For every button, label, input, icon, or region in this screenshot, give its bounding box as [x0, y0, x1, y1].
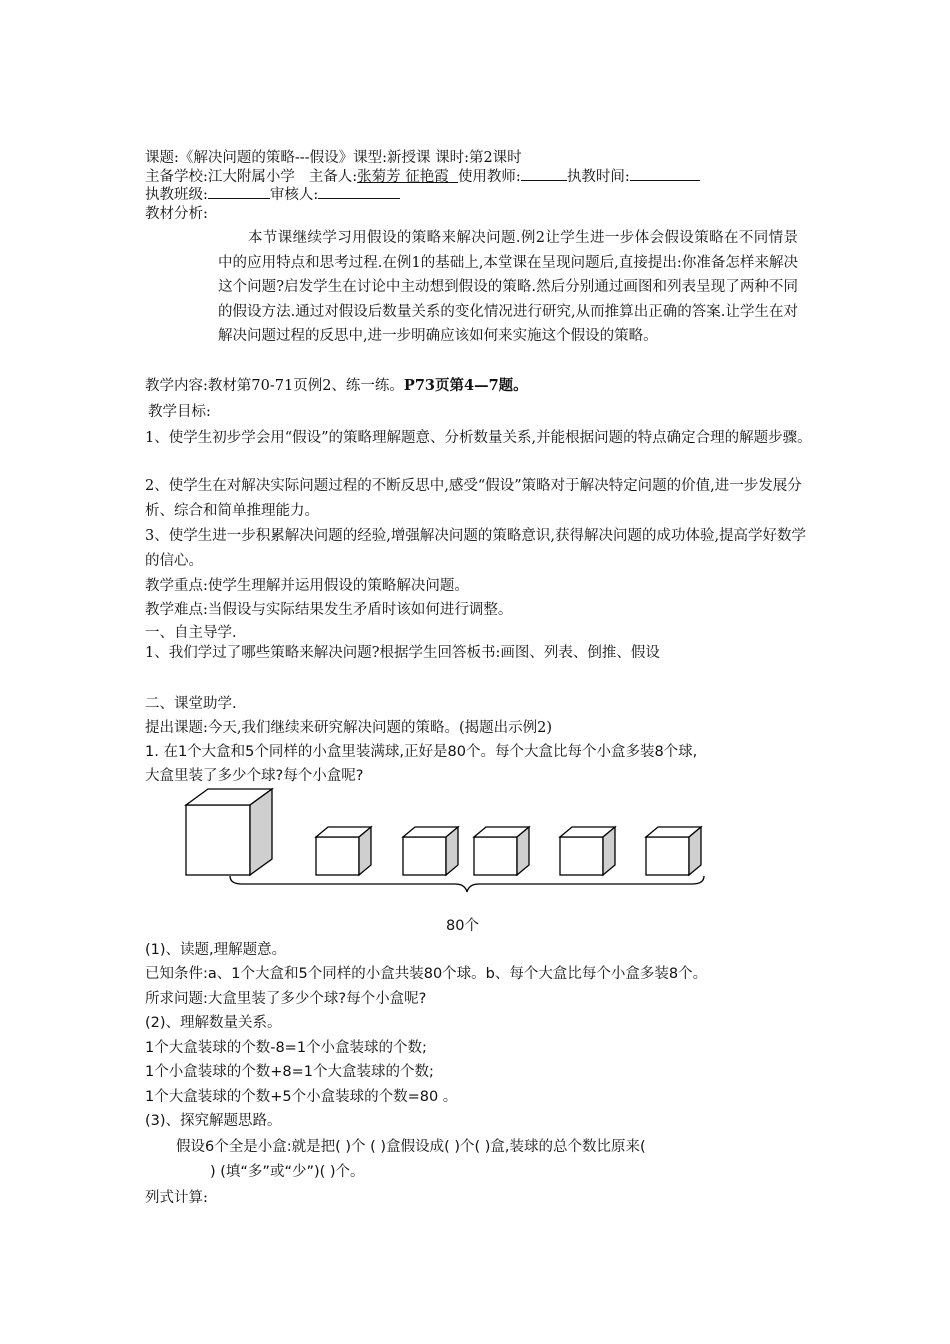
- header-line-3: [145, 184, 400, 205]
- total-brace: [230, 876, 704, 892]
- step3-title: (3)、探究解题思路。: [145, 1113, 282, 1129]
- reviewer-label: 审核人:: [269, 187, 319, 203]
- analysis-text: 本节课继续学习用假设的策略来解决问题.例2让学生进一步体会假设策略在不同情景中的应用特点和思考过程.在例1的基础上,本堂课在呈现问题后,直接提出:你准备怎样来解决这个问题?启发学生在讨论中主动想到假设的策略.然后分别通过画图和列表呈现了两种不同的假设方法.通过对假设后数量关系的变化情况进行研究,从而推算出正确的答案.让学生在对解决问题过程的反思中,进一步明确应该如何来实施这个假设的策略。: [218, 230, 798, 344]
- calc-label: 列式计算:: [145, 1190, 208, 1206]
- time-blank: [630, 166, 700, 181]
- key-point: 教学重点:使学生理解并运用假设的策略解决问题。: [145, 578, 469, 594]
- goal-1: 1、使学生初步学会用“假设”的策略理解题意、分析数量关系,并能根据问题的特点确定合理的解题步骤。: [145, 430, 812, 446]
- content-label: 教学内容:: [145, 378, 208, 394]
- school-name: 江大附属小学: [207, 169, 295, 185]
- assumption-line-2: ) (填“多”或“少”)( )个。: [210, 1164, 365, 1180]
- relation-2: 1个小盒装球的个数+8=1个大盒装球的个数;: [145, 1064, 434, 1080]
- problem-line-2: 大盒里装了多少个球?每个小盒呢?: [145, 768, 364, 784]
- class-label: 执教班级:: [145, 187, 208, 203]
- content-bold: P73页第4—7题。: [403, 377, 528, 394]
- step1-title: (1)、读题,理解题意。: [145, 942, 287, 958]
- problem-line-1: 1. 在1个大盒和5个同样的小盒里装满球,正好是80个。每个大盒比每个小盒多装8个球,: [145, 744, 698, 760]
- section2-intro: 提出课题:今天,我们继续来研究解决问题的策略。(揭题出示例2): [145, 720, 553, 736]
- small-box: [403, 827, 458, 875]
- preparer-label: 主备人:: [308, 169, 358, 185]
- step2-title: (2)、理解数量关系。: [145, 1015, 282, 1031]
- teacher-label: 使用教师:: [457, 169, 521, 185]
- analysis-label: 教材分析:: [145, 206, 208, 222]
- small-box: [646, 827, 701, 875]
- goal-3: 3、使学生进一步积累解决问题的经验,增强解决问题的策略意识,获得解决问题的成功体验,提高学好数学的信心。: [145, 528, 807, 569]
- big-box: [186, 789, 272, 875]
- small-box: [316, 827, 371, 875]
- content-text: 教材第70-71页例2、练一练。: [207, 378, 404, 394]
- small-box: [560, 827, 615, 875]
- time-label: 执教时间:: [566, 169, 630, 185]
- reviewer-blank: [318, 184, 400, 199]
- content-line: [145, 376, 528, 396]
- class-blank: [208, 184, 270, 199]
- lesson-title-line: 课题:《解决问题的策略---假设》课型:新授课 课时:第2课时: [145, 150, 522, 166]
- relation-1: 1个大盒装球的个数-8=1个小盒装球的个数;: [145, 1040, 427, 1056]
- boxes-figure: [0, 784, 950, 904]
- section1-q1: 1、我们学过了哪些策略来解决问题?根据学生回答板书:画图、列表、倒推、假设: [145, 645, 660, 661]
- goal-2: 2、使学生在对解决实际问题过程的不断反思中,感受“假设”策略对于解决特定问题的价值,进一步发展分析、综合和简单推理能力。: [145, 478, 802, 519]
- goals-label: 教学目标:: [148, 404, 211, 420]
- total-label: 80个: [446, 918, 479, 934]
- teacher-blank: [521, 166, 567, 181]
- section2-title: 二、课堂助学.: [145, 696, 237, 712]
- preparer-names: 张菊芳 征艳霞: [357, 169, 449, 185]
- school-label: 主备学校:: [145, 169, 208, 185]
- assumption-line-1: 假设6个全是小盒:就是把( )个 ( )盒假设成( )个( )盒,装球的总个数比原来(: [176, 1139, 646, 1155]
- known-conditions: 已知条件:a、1个大盒和5个同样的小盒共装80个球。b、每个大盒比每个小盒多装8个。: [145, 966, 708, 982]
- section1-title: 一、自主导学.: [145, 625, 237, 641]
- difficulty: 教学难点:当假设与实际结果发生矛盾时该如何进行调整。: [145, 602, 513, 618]
- question: 所求问题:大盒里装了多少个球?每个小盒呢?: [145, 991, 427, 1007]
- small-box: [474, 827, 529, 875]
- relation-3: 1个大盒装球的个数+5个小盒装球的个数=80 。: [145, 1089, 458, 1105]
